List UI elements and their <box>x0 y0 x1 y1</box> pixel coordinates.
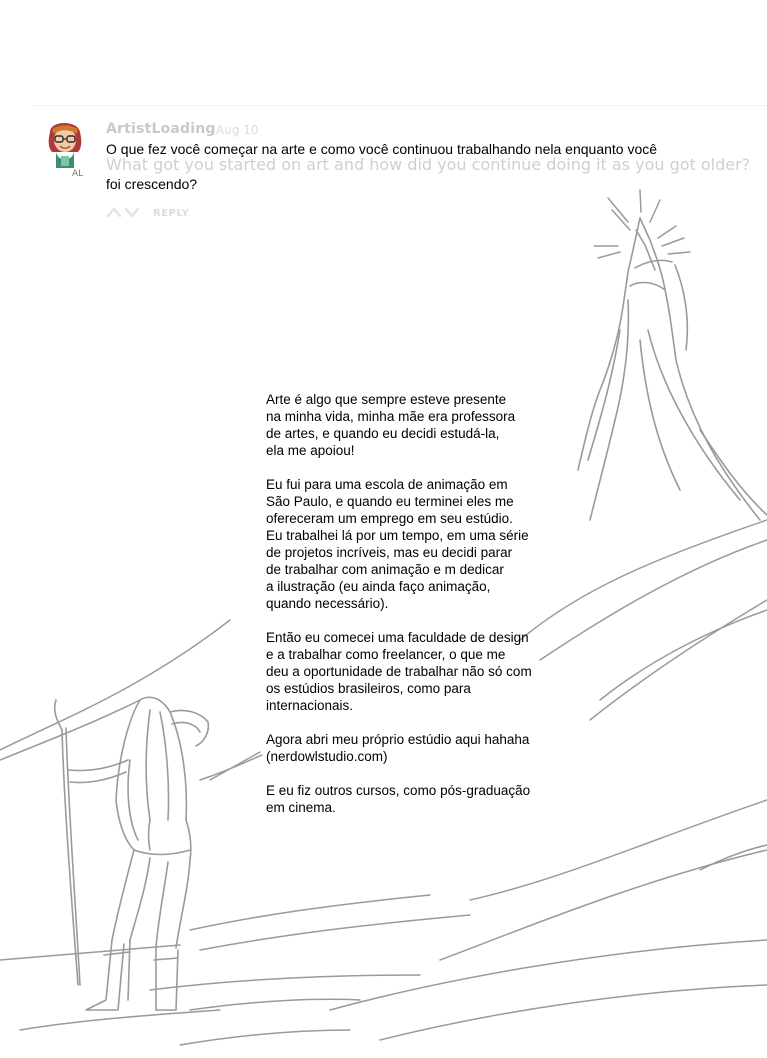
question-portuguese <box>106 141 746 193</box>
comment-username[interactable]: ArtistLoading <box>106 121 216 137</box>
avatar-initials: AL <box>72 169 84 179</box>
vote-controls <box>106 205 140 219</box>
reply-button[interactable]: REPLY <box>153 208 190 219</box>
chevron-down-icon[interactable] <box>124 205 140 219</box>
chevron-up-icon[interactable] <box>106 205 122 219</box>
answer-paragraph: Então eu comecei uma faculdade de design e a trabalhar como freelancer, o que me deu a oportunidade de trabalhar não só com os estúdios brasileiros, como para internacionais. <box>266 630 532 713</box>
comment-date[interactable]: Aug 10 <box>216 123 259 137</box>
mountain-sketch <box>578 218 767 520</box>
answer-paragraph: Agora abri meu próprio estúdio aqui hahaha (nerdowlstudio.com) <box>266 732 530 764</box>
question-english: What got you started on art and how did you continue doing it as you got older? <box>106 155 751 174</box>
answer-paragraph: E eu fiz outros cursos, como pós-graduação em cinema. <box>266 783 531 815</box>
question-pt-line2: foi crescendo? <box>106 176 198 192</box>
question-pt-line1: O que fez você começar na arte e como você continuou trabalhando nela enquanto você <box>106 141 658 157</box>
answer-text <box>266 391 566 833</box>
woman-figure-sketch <box>55 697 209 1010</box>
answer-paragraph: Eu fui para uma escola de animação em São Paulo, e quando eu terminei eles me ofereceram um emprego em seu estúdio. Eu trabalhei lá por um tempo, em uma série de projetos incríveis, mas eu decidi parar de trabalhar com animação e m dedicar a ilustração (eu ainda faço animação, quando necessário). <box>266 477 529 611</box>
answer-paragraph: Arte é algo que sempre esteve presente na minha vida, minha mãe era professora de artes, e quando eu decidi estudá-la, ela me apoiou! <box>266 392 516 458</box>
section-divider <box>32 105 767 106</box>
avatar-girl-glasses-icon[interactable] <box>42 118 88 180</box>
